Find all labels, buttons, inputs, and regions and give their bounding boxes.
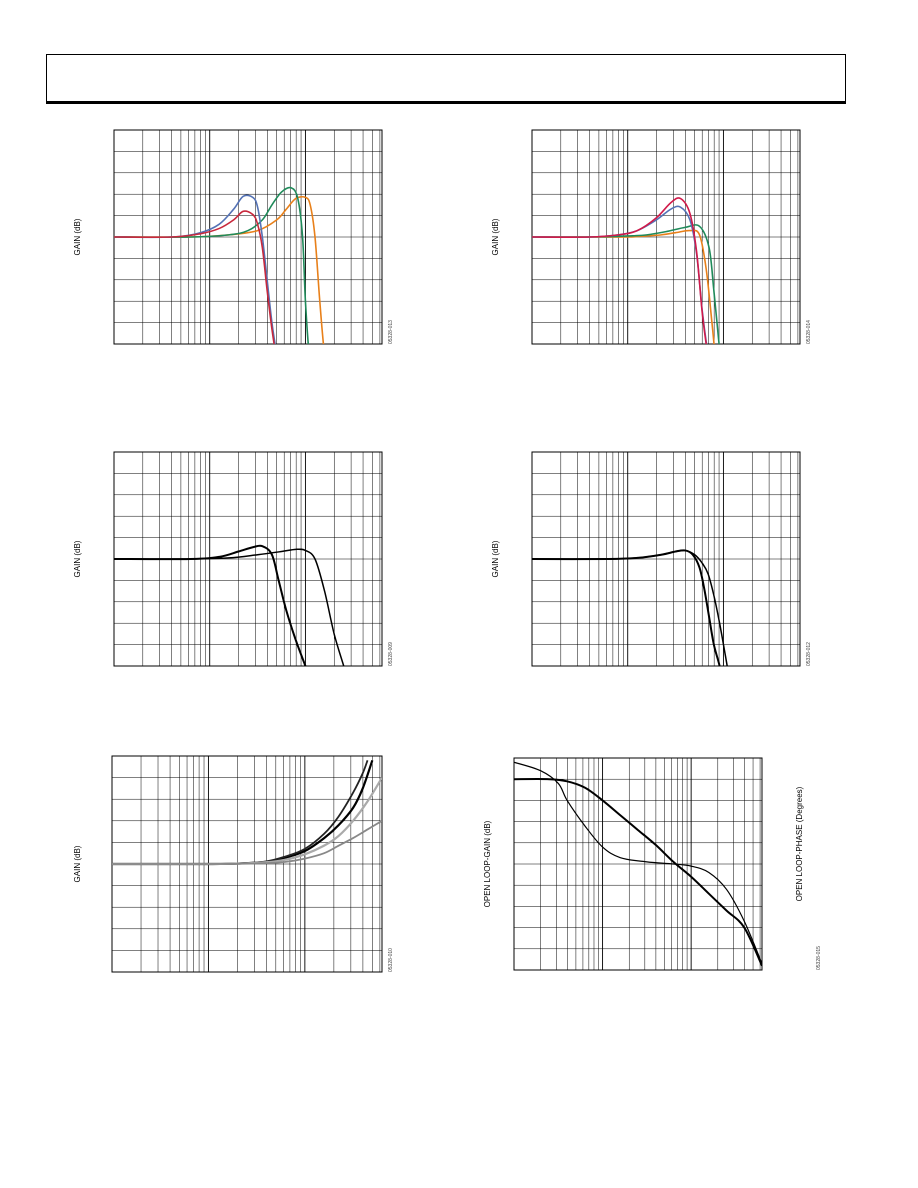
series-line-2 bbox=[114, 188, 315, 387]
chart-gain-fig09 bbox=[70, 446, 400, 676]
series-line-1 bbox=[114, 546, 325, 709]
chart-openloop-fig15 bbox=[478, 752, 838, 980]
series-line-3 bbox=[532, 206, 714, 386]
page-header bbox=[46, 54, 846, 104]
series-group bbox=[114, 546, 358, 709]
series-group bbox=[114, 188, 330, 387]
chart-svg bbox=[70, 124, 400, 354]
series-line-2 bbox=[114, 549, 358, 709]
series-line-2 bbox=[514, 762, 762, 963]
chart-gain-fig12 bbox=[488, 446, 818, 676]
y-axis-label: GAIN (dB) bbox=[491, 218, 500, 256]
series-line-2 bbox=[112, 760, 368, 864]
chart-svg bbox=[478, 752, 838, 980]
chart-svg bbox=[70, 446, 400, 676]
figure-id: 05328-013 bbox=[388, 320, 394, 344]
series-line-3 bbox=[114, 195, 282, 386]
y2-axis-label: OPEN LOOP-PHASE (Degrees) bbox=[795, 786, 804, 902]
y-axis-label: OPEN LOOP-GAIN (dB) bbox=[483, 820, 492, 908]
series-group bbox=[532, 550, 735, 709]
series-group bbox=[112, 760, 382, 864]
figure-id: 05328-015 bbox=[816, 946, 822, 970]
chart-gain-fig13 bbox=[70, 124, 400, 354]
chart-svg bbox=[488, 446, 818, 676]
figure-id: 05328-014 bbox=[806, 320, 812, 344]
series-line-1 bbox=[532, 550, 727, 709]
y-axis-label: GAIN (dB) bbox=[73, 540, 82, 578]
chart-gain-fig14 bbox=[488, 124, 818, 354]
series-line-1 bbox=[114, 197, 330, 387]
chart-gain-fig10 bbox=[70, 750, 400, 986]
y-axis-label: GAIN (dB) bbox=[491, 540, 500, 578]
figure-id: 05328-012 bbox=[806, 642, 812, 666]
series-line-2 bbox=[532, 550, 735, 709]
series-line-1 bbox=[514, 779, 762, 966]
grid bbox=[514, 758, 762, 970]
y-axis-label: GAIN (dB) bbox=[73, 218, 82, 256]
chart-svg bbox=[488, 124, 818, 354]
series-line-1 bbox=[532, 230, 720, 386]
chart-svg bbox=[70, 750, 400, 986]
y-axis-label: GAIN (dB) bbox=[73, 845, 82, 883]
figure-id: 05328-010 bbox=[388, 948, 394, 972]
figure-id: 05328-009 bbox=[388, 642, 394, 666]
